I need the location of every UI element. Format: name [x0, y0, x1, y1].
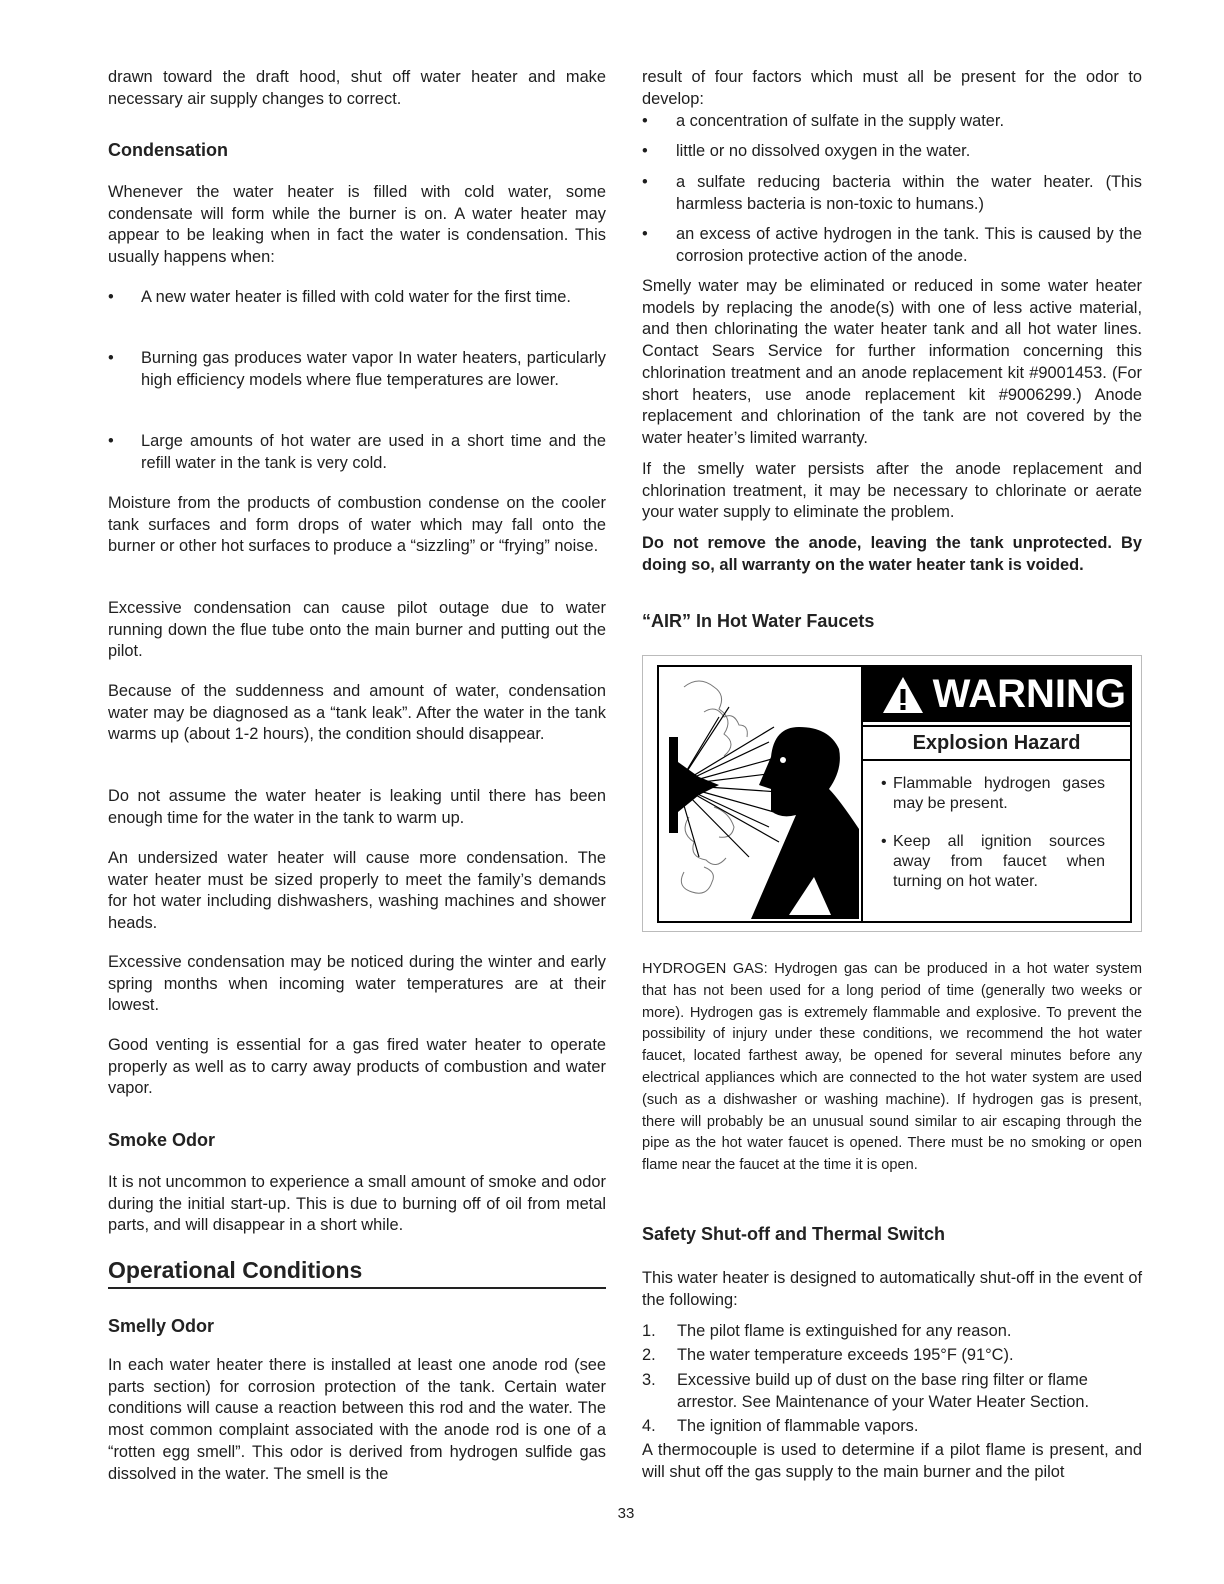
paragraph-thermocouple: A thermocouple is used to determine if a pilot flame is present, and will shut off the gas supply to the main burner and the pilot	[642, 1441, 1142, 1481]
paragraph-excessive-winter: Excessive condensation may be noticed during the winter and early spring months when incoming water temperatures are at their lowest.	[108, 953, 606, 1015]
person-silhouette	[751, 727, 859, 919]
paragraph-hydrogen-gas: HYDROGEN GAS: Hydrogen gas can be produced in a hot water system that has not been used for a long period of time (generally two weeks or more). Hydrogen gas is extremely flammable and explosive. To prevent the possibility of injury under these conditions, we recommend the hot water faucet, located farthest away, be opened for several minutes before any electrical appliances which are connected to the hot water system are used (such as a dishwasher or washing machine). If hydrogen gas is present, there will probably be an unusual sound similar to air escaping through the pipe as the hot water faucet is opened. There must be no smoking or open flame near the faucet at the time it is open.	[642, 961, 1142, 1174]
list-item	[642, 141, 1142, 163]
warning-label	[642, 655, 1142, 932]
warning-subtitle: Explosion Hazard	[863, 725, 1130, 761]
list-item-text: A new water heater is filled with cold water for the first time.	[141, 288, 571, 306]
bullet-icon: •	[881, 833, 887, 850]
numbered-item	[642, 1416, 1142, 1438]
list-item	[642, 224, 1142, 267]
list-item-text: a sulfate reducing bacteria within the water heater. (This harmless bacteria is non-toxic to humans.)	[676, 173, 1142, 213]
list-item-text: an excess of active hydrogen in the tank. This is caused by the corrosion protective action of the anode.	[676, 225, 1142, 265]
item-number: 2.	[642, 1346, 656, 1364]
item-text: The water temperature exceeds 195°F (91°C).	[677, 1346, 1014, 1364]
item-text: The ignition of flammable vapors.	[677, 1417, 919, 1435]
heading-air-in-faucets: “AIR” In Hot Water Faucets	[642, 611, 875, 631]
paragraph-venting: Good venting is essential for a gas fired water heater to operate properly as well as to carry away products of combustion and water vapor.	[108, 1036, 606, 1098]
bullet-icon: •	[108, 432, 114, 450]
explosion-person-illustration	[659, 667, 859, 921]
bullet-icon: •	[642, 225, 648, 243]
paragraph-undersized: An undersized water heater will cause more condensation. The water heater must be sized properly to meet the family’s demands for hot water including dishwashers, washing machines and shower heads.	[108, 849, 606, 933]
paragraph-anode-warning: Do not remove the anode, leaving the tank unprotected. By doing so, all warranty on the water heater tank is voided.	[642, 534, 1142, 574]
warning-item-text: Flammable hydrogen gases may be present.	[893, 775, 1105, 812]
list-item	[642, 172, 1142, 215]
numbered-item	[642, 1321, 1142, 1343]
section-title-text: Operational Conditions	[108, 1257, 363, 1283]
list-item	[108, 287, 606, 309]
numbered-item	[642, 1370, 1142, 1413]
heading-condensation: Condensation	[108, 140, 228, 160]
item-text: Excessive build up of dust on the base ring filter or flame arrestor. See Maintenance of your Water Heater Section.	[677, 1371, 1090, 1411]
numbered-item	[642, 1345, 1142, 1367]
paragraph-whenever: Whenever the water heater is filled with cold water, some condensate will form while the burner is on. A water heater may appear to be leaking when in fact the water is condensation. This usually happens when:	[108, 183, 606, 267]
heading-smoke-odor: Smoke Odor	[108, 1130, 216, 1150]
page-number: 33	[617, 1505, 635, 1522]
heading-safety-shutoff: Safety Shut-off and Thermal Switch	[642, 1224, 946, 1244]
paragraph-designed: This water heater is designed to automatically shut-off in the event of the following:	[642, 1269, 1142, 1309]
bullet-icon: •	[881, 775, 887, 792]
item-number: 4.	[642, 1417, 656, 1435]
paragraph-smelly-water: Smelly water may be eliminated or reduced in some water heater models by replacing the anode(s) with one of less active material, and then chlorinating the water heater tank and all hot water lines. Contact Sears Service for further information concerning this chlorination treatment and an anode replacement kit #9001453. (For short heaters, use anode replacement kit #9006299.) Anode replacement and chlorination of the tank are not covered by the water heater’s limited warranty.	[642, 277, 1142, 447]
bullet-icon: •	[642, 173, 648, 191]
warning-title: WARNING	[932, 672, 1126, 716]
list-item-text: a concentration of sulfate in the supply water.	[676, 112, 1005, 130]
item-number: 1.	[642, 1322, 656, 1340]
list-item	[642, 111, 1142, 133]
paragraph-intro: drawn toward the draft hood, shut off water heater and make necessary air supply changes to correct.	[108, 68, 606, 108]
paragraph-because: Because of the suddenness and amount of water, condensation water may be diagnosed as a “tank leak”. After the water in the tank warms up (about 1-2 hours), the condition should disappear.	[108, 682, 606, 744]
paragraph-smoke: It is not uncommon to experience a small amount of smoke and odor during the initial start-up. This is due to burning off of oil from metal parts, and will disappear in a short while.	[108, 1173, 606, 1235]
paragraph-smelly: In each water heater there is installed at least one anode rod (see parts section) for corrosion protection of the tank. Certain water conditions will cause a reaction between this rod and the water. The most common complaint associated with the anode rod is one of a “rotten egg smell”. This odor is derived from hydrogen sulfide gas dissolved in the water. The smell is the	[108, 1356, 606, 1483]
bullet-icon: •	[108, 288, 114, 306]
bullet-icon: •	[642, 142, 648, 160]
list-item	[108, 348, 606, 391]
item-text: The pilot flame is extinguished for any reason.	[677, 1322, 1012, 1340]
item-number: 3.	[642, 1371, 656, 1389]
warning-item	[881, 774, 1105, 814]
section-title-operational-conditions	[108, 1255, 606, 1289]
heading-smelly-odor: Smelly Odor	[108, 1316, 215, 1336]
list-item	[108, 431, 606, 474]
warning-triangle-icon	[881, 675, 925, 715]
warning-header	[863, 667, 1130, 722]
bullet-icon: •	[108, 349, 114, 367]
paragraph-do-not-assume: Do not assume the water heater is leaking until there has been enough time for the water in the tank to warm up.	[108, 787, 606, 827]
paragraph-result: result of four factors which must all be present for the odor to develop:	[642, 68, 1142, 108]
paragraph-persists: If the smelly water persists after the anode replacement and chlorination treatment, it may be necessary to chlorinate or aerate your water supply to eliminate the problem.	[642, 460, 1142, 522]
bullet-icon: •	[642, 112, 648, 130]
list-item-text: Large amounts of hot water are used in a short time and the refill water in the tank is very cold.	[141, 432, 606, 472]
paragraph-moisture: Moisture from the products of combustion condense on the cooler tank surfaces and form drops of water which may fall onto the burner or other hot surfaces to produce a “sizzling” or “frying” noise.	[108, 494, 606, 556]
paragraph-excessive-pilot: Excessive condensation can cause pilot outage due to water running down the flue tube onto the main burner and putting out the pilot.	[108, 599, 606, 661]
warning-item-text: Keep all ignition sources away from faucet when turning on hot water.	[893, 833, 1105, 890]
list-item-text: Burning gas produces water vapor In water heaters, particularly high efficiency models where flue temperatures are lower.	[141, 349, 606, 389]
list-item-text: little or no dissolved oxygen in the water.	[676, 142, 971, 160]
warning-item	[881, 832, 1105, 892]
